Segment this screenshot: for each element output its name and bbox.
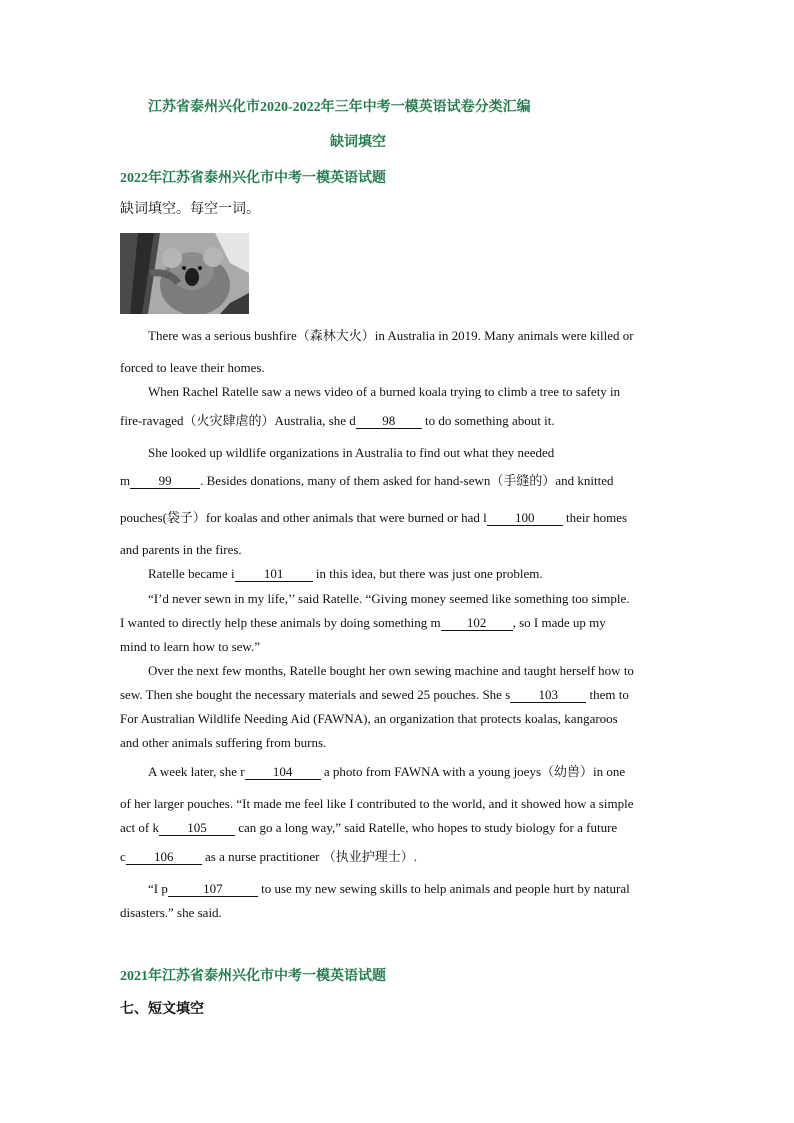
paragraph-3-line-2	[120, 474, 614, 489]
paragraph-5-line-3: mind to learn how to sew.”	[120, 639, 260, 654]
paragraph-3-line-1: She looked up wildlife organizations in Australia to find out what they needed	[148, 445, 555, 460]
paragraph-7-line-3	[120, 821, 617, 836]
paragraph-8-line-1	[148, 882, 630, 897]
text-segment: “I p	[148, 881, 168, 896]
koala-photo	[120, 233, 249, 314]
paragraph-3-line-3	[120, 511, 627, 526]
paragraph-5-line-2	[120, 616, 606, 631]
paragraph-3-line-4: and parents in the fires.	[120, 542, 242, 557]
paragraph-8-line-2: disasters.” she said.	[120, 905, 222, 920]
paragraph-1-line-1: There was a serious bushfire（森林大火）in Australia in 2019. Many animals were killed or	[148, 328, 634, 343]
text-segment: , so I made up my	[512, 615, 606, 630]
paragraph-6-line-2	[120, 688, 629, 703]
blank-101: 101	[235, 567, 313, 582]
document-title: 江苏省泰州兴化市2020-2022年三年中考一模英语试卷分类汇编	[148, 100, 531, 115]
paragraph-2-line-1: When Rachel Ratelle saw a news video of a burned koala trying to climb a tree to safety in	[148, 384, 621, 399]
section-heading-2022: 2022年江苏省泰州兴化市中考一模英语试题	[120, 171, 386, 186]
text-segment: act of k	[120, 820, 159, 835]
text-segment: to do something about it.	[421, 413, 555, 428]
text-segment: I wanted to directly help these animals by doing something m	[120, 615, 441, 630]
text-segment: as a nurse practitioner （执业护理士）.	[201, 849, 417, 864]
text-segment: can go a long way,” said Ratelle, who hopes to study biology for a future	[234, 820, 618, 835]
text-segment: m	[120, 473, 131, 488]
paragraph-4	[148, 567, 543, 582]
text-segment: Ratelle became i	[148, 566, 235, 581]
section-heading-2021: 2021年江苏省泰州兴化市中考一模英语试题	[120, 969, 386, 984]
blank-100: 100	[487, 511, 563, 526]
paragraph-7-line-2: of her larger pouches. “It made me feel like I contributed to the world, and it showed how a simple	[120, 796, 634, 811]
text-segment: pouches(袋子）for koalas and other animals that were burned or had l	[120, 510, 487, 525]
paragraph-7-line-4	[120, 850, 417, 865]
paragraph-2-line-2	[120, 414, 555, 429]
part-seven-heading: 七、短文填空	[120, 1002, 204, 1017]
blank-106: 106	[126, 850, 202, 865]
text-segment: a photo from FAWNA with a young joeys（幼兽）in one	[320, 764, 626, 779]
paragraph-6-line-4: and other animals suffering from burns.	[120, 735, 327, 750]
document-subtitle: 缺词填空	[330, 135, 386, 150]
text-segment: A week later, she r	[148, 764, 245, 779]
paragraph-6-line-3: For Australian Wildlife Needing Aid (FAWNA), an organization that protects koalas, kangaroos	[120, 711, 618, 726]
instruction-text: 缺词填空。每空一词。	[120, 202, 260, 217]
blank-102: 102	[441, 616, 513, 631]
blank-98: 98	[356, 414, 422, 429]
blank-103: 103	[510, 688, 586, 703]
text-segment: c	[120, 849, 126, 864]
paragraph-1-line-2: forced to leave their homes.	[120, 360, 265, 375]
paragraph-6-line-1: Over the next few months, Ratelle bought her own sewing machine and taught herself how to	[148, 663, 634, 678]
text-segment: fire-ravaged（火灾肆虐的）Australia, she d	[120, 413, 356, 428]
text-segment: their homes	[562, 510, 628, 525]
blank-105: 105	[159, 821, 235, 836]
text-segment: in this idea, but there was just one problem.	[312, 566, 543, 581]
blank-107: 107	[168, 882, 258, 897]
paragraph-5-line-1: “I’d never sewn in my life,’’ said Ratelle. “Giving money seemed like something too simple.	[148, 591, 630, 606]
blank-104: 104	[245, 765, 321, 780]
text-segment: them to	[586, 687, 629, 702]
text-segment: . Besides donations, many of them asked for hand-sewn（手缝的）and knitted	[200, 473, 614, 488]
paragraph-7-line-1	[148, 765, 625, 780]
text-segment: to use my new sewing skills to help animals and people hurt by natural	[257, 881, 630, 896]
blank-99: 99	[130, 474, 200, 489]
text-segment: sew. Then she bought the necessary materials and sewed 25 pouches. She s	[120, 687, 511, 702]
